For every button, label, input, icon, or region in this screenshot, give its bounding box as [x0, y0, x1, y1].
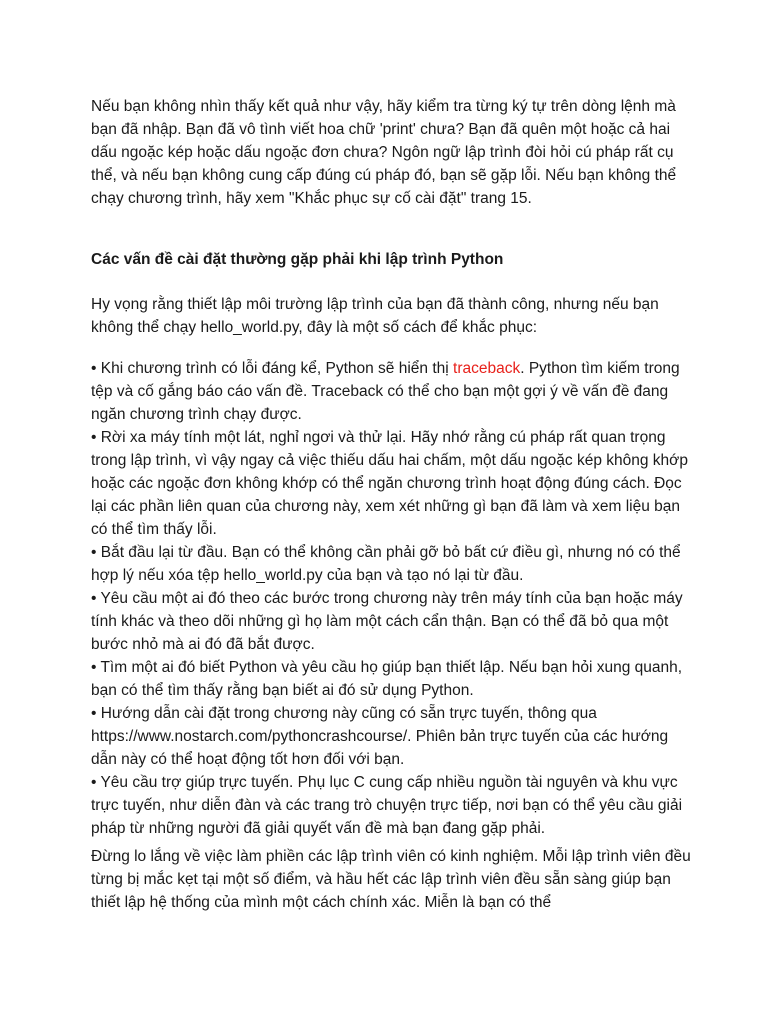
lead-text: Hy vọng rằng thiết lập môi trường lập trình của bạn đã thành công, nhưng nếu bạn không thể chạy hello_world.py, đây là một số cách để khắc phục:	[91, 296, 659, 336]
bullet-text-end: . Python tìm kiếm trong tệp và cố gắng báo cáo vấn đề. Traceback có thể cho bạn một gợi ý về vấn đề đang ngăn chương trình chạy được.	[91, 360, 680, 423]
intro-text: Nếu bạn không nhìn thấy kết quả như vậy, hãy kiểm tra từng ký tự trên dòng lệnh mà bạn đã nhập. Bạn đã vô tình viết hoa chữ 'print' chưa? Bạn đã quên một hoặc cả hai dấu ngoặc kép hoặc dấu ngoặc đơn chưa? Ngôn ngữ lập trình đòi hỏi cú pháp rất cụ thể, và nếu bạn không cung cấp đúng cú pháp đó, bạn sẽ gặp lỗi. Nếu bạn không thể chạy chương trình, hãy xem "Khắc phục sự cố cài đặt" trang 15.	[91, 98, 677, 207]
list-item: • Hướng dẫn cài đặt trong chương này cũng có sẵn trực tuyến, thông qua https://www.nostarch.com/pythoncrashcourse/. Phiên bản trực tuyến của các hướng dẫn này có thể hoạt động tốt hơn đối với bạn.	[91, 705, 669, 768]
list-item	[91, 357, 691, 426]
traceback-link[interactable]: traceback	[453, 360, 521, 377]
list-item: • Yêu cầu một ai đó theo các bước trong chương này trên máy tính của bạn hoặc máy tính khác và theo dõi những gì họ làm một cách cẩn thận. Bạn có thể đã bỏ qua một bước nhỏ mà ai đó đã bắt được.	[91, 590, 683, 653]
lead-paragraph	[91, 293, 691, 339]
closing-text: Đừng lo lắng về việc làm phiền các lập trình viên có kinh nghiệm. Mỗi lập trình viên đều từng bị mắc kẹt tại một số điểm, và hầu hết các lập trình viên đều sẵn sàng giúp bạn thiết lập hệ thống của mình một cách chính xác. Miễn là bạn có thể	[91, 848, 691, 911]
list-item: • Tìm một ai đó biết Python và yêu cầu họ giúp bạn thiết lập. Nếu bạn hỏi xung quanh, bạn có thể tìm thấy rằng bạn biết ai đó sử dụng Python.	[91, 659, 683, 699]
intro-paragraph	[91, 95, 691, 210]
list-item: • Bắt đầu lại từ đầu. Bạn có thể không cần phải gỡ bỏ bất cứ điều gì, nhưng nó có thể hợp lý nếu xóa tệp hello_world.py của bạn và tạo nó lại từ đầu.	[91, 544, 681, 584]
closing-paragraph	[91, 845, 691, 914]
list-item: • Yêu cầu trợ giúp trực tuyến. Phụ lục C cung cấp nhiều nguồn tài nguyên và khu vực trực tuyến, như diễn đàn và các trang trò chuyện trực tiếp, nơi bạn có thể yêu cầu giải pháp từ những người đã giải quyết vấn đề mà bạn đang gặp phải.	[91, 774, 683, 837]
list-item: • Rời xa máy tính một lát, nghỉ ngơi và thử lại. Hãy nhớ rằng cú pháp rất quan trọng trong lập trình, vì vậy ngay cả việc thiếu dấu hai chấm, một dấu ngoặc kép không khớp hoặc các ngoặc đơn không khớp có thể ngăn chương trình hoạt động đúng cách. Đọc lại các phần liên quan của chương này, xem xét những gì bạn đã làm và xem liệu bạn có thể tìm thấy lỗi.	[91, 429, 688, 538]
bullet-list	[91, 357, 691, 840]
bullet-text-start: • Khi chương trình có lỗi đáng kể, Python sẽ hiển thị	[91, 360, 454, 377]
section-heading: Các vấn đề cài đặt thường gặp phải khi lập trình Python	[91, 251, 504, 268]
